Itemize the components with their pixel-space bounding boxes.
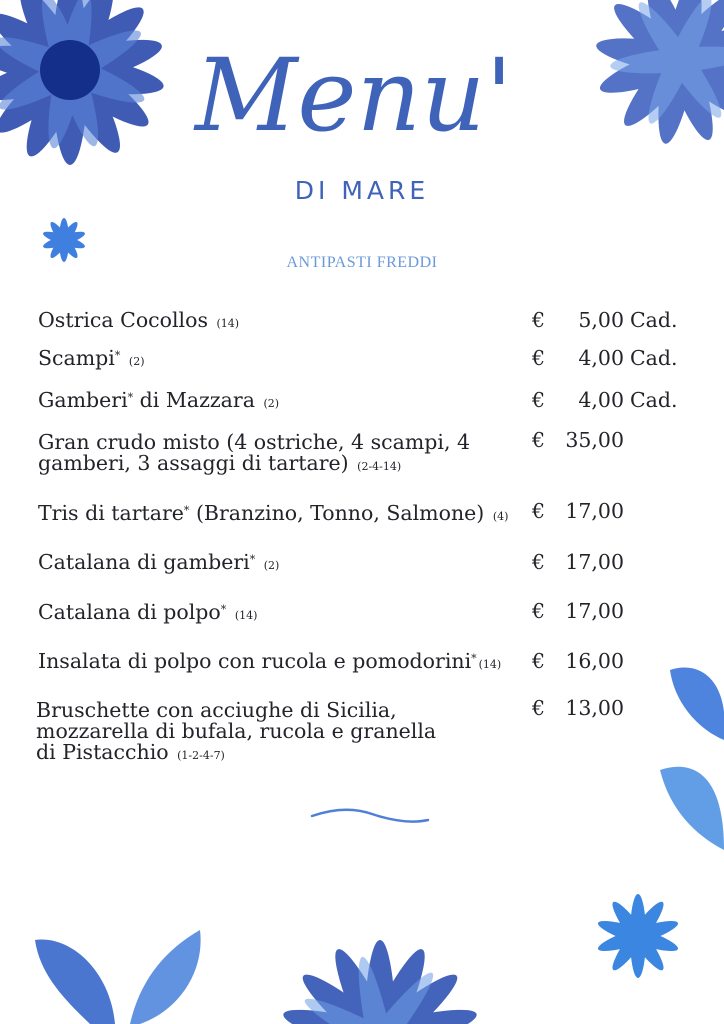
item-allergens: (1-2-4-7) [177,749,225,762]
menu-item [36,700,456,766]
price-unit: Cad. [630,308,678,332]
item-name: Gran crudo misto (4 ostriche, 4 scampi, 4 gamberi, 3 assaggi di tartare) [38,430,471,475]
item-allergens: (2) [263,559,280,572]
frozen-star: * [220,603,227,616]
frozen-star: * [127,391,134,404]
item-price [532,430,692,451]
price-unit: Cad. [630,346,678,370]
item-name: Bruschette con acciughe di Sicilia, mozzarella di bufala, rucola e granella di Pistacchio [36,698,437,764]
wave-divider [310,800,430,830]
item-allergens: (2) [128,355,145,368]
frozen-star: * [471,652,477,665]
leaves-bottom-left-decoration [30,930,210,1024]
item-name: Gamberi [38,388,128,412]
item-price [532,390,692,411]
menu-title [185,20,545,160]
currency-symbol: € [532,308,546,332]
price-value: 17,00 [565,599,624,623]
leaves-right-decoration [660,660,724,860]
menu-item [38,348,528,372]
item-allergens: (4) [492,510,509,523]
item-name: Catalana di gamberi [38,550,250,574]
price-unit: Cad. [630,388,678,412]
price-value: 17,00 [565,499,624,523]
item-name: Tris di tartare [38,501,184,525]
currency-symbol: € [532,649,546,673]
frozen-star: * [249,553,256,566]
menu-item [38,651,528,675]
menu-item [38,390,528,414]
flower-top-right-decoration [570,0,724,190]
frozen-star: * [114,349,121,362]
price-value: 4,00 [578,388,624,412]
item-price [532,310,692,331]
item-allergens: (14) [234,609,258,622]
item-name-suffix: di Mazzara [133,388,255,412]
price-value: 17,00 [565,550,624,574]
currency-symbol: € [532,388,546,412]
currency-symbol: € [532,599,546,623]
item-allergens: (2-4-14) [357,460,402,473]
starfish-large-icon [590,888,686,984]
price-value: 16,00 [565,649,624,673]
menu-title-text: Menu' [195,37,513,154]
item-name: Catalana di polpo [38,600,221,624]
menu-item [38,432,508,477]
item-allergens: (2) [263,397,280,410]
item-price [532,501,692,522]
item-price [532,348,692,369]
item-allergens: (14) [478,658,502,671]
menu-item [38,310,528,334]
item-price [532,698,692,719]
item-price [532,651,692,672]
flower-bottom-center-decoration [220,920,540,1024]
price-value: 5,00 [578,308,624,332]
currency-symbol: € [532,346,546,370]
currency-symbol: € [532,550,546,574]
currency-symbol: € [532,696,546,720]
price-value: 4,00 [578,346,624,370]
item-name: Insalata di polpo con rucola e pomodorini [38,649,472,673]
section-title: ANTIPASTI FREDDI [286,254,438,271]
item-name-suffix: (Branzino, Tonno, Salmone) [189,501,485,525]
menu-item [38,602,528,626]
price-value: 13,00 [565,696,624,720]
menu-item [38,552,528,576]
item-name: Ostrica Cocollos [38,308,208,332]
currency-symbol: € [532,428,546,452]
item-name: Scampi [38,346,115,370]
item-price [532,552,692,573]
menu-item [38,503,528,527]
item-price [532,601,692,622]
item-allergens: (14) [216,317,240,330]
menu-subtitle: DI MARE [294,176,430,205]
price-value: 35,00 [565,428,624,452]
frozen-star: * [183,504,190,517]
currency-symbol: € [532,499,546,523]
